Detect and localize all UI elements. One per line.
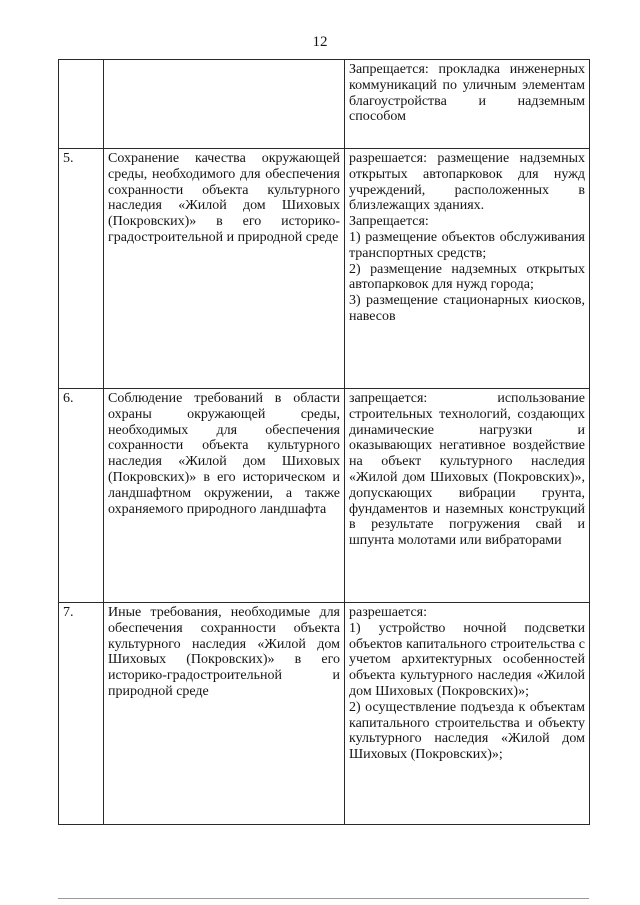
regime-cell bbox=[345, 149, 590, 389]
regime-paragraph: 3) размещение стационарных киосков, навесов bbox=[349, 293, 585, 324]
table-row bbox=[59, 389, 590, 603]
page-number: 12 bbox=[312, 34, 328, 50]
requirement-cell: Иные требования, необходимые для обеспечения сохранности объекта культурного наследия «Жилой дом Шиховых (Покровских)» в его историко-градостроительной и природной среде bbox=[104, 603, 345, 825]
regime-cell bbox=[345, 60, 590, 149]
requirement-cell bbox=[104, 60, 345, 149]
regime-paragraph: 1) устройство ночной подсветки объектов капитального строительства с учетом архитектурных особенностей объекта культурного наследия «Жилой дом Шиховых (Покровских)»; bbox=[349, 620, 585, 699]
requirement-cell: Соблюдение требований в области охраны окружающей среды, необходимых для обеспечения сохранности объекта культурного наследия «Жилой дом Шиховых (Покровских)» в его историческом и ландшафтном окружении, а также охраняемого природного ландшафта bbox=[104, 389, 345, 603]
row-number-cell: 7. bbox=[59, 603, 104, 825]
row-number-cell bbox=[59, 60, 104, 149]
requirements-table bbox=[58, 59, 590, 825]
row-number-cell: 6. bbox=[59, 389, 104, 603]
regime-paragraph: 2) осуществление подъезда к объектам капитального строительства и объекту культурного наследия «Жилой дом Шиховых (Покровских)»; bbox=[349, 699, 585, 763]
regime-paragraph: запрещается: использование строительных технологий, создающих динамические нагрузки и оказывающих негативное воздействие на объект культурного наследия «Жилой дом Шиховых (Покровских)», допускающих вибрации грунта, фундаментов и наземных конструкций в результате погружения свай и шпунта молотами или вибраторами bbox=[349, 391, 585, 549]
table-row bbox=[59, 60, 590, 149]
requirement-cell: Сохранение качества окружающей среды, необходимого для обеспечения сохранности объекта культурного наследия «Жилой дом Шиховых (Покровских)» в его историко-градостроительной и природной среде bbox=[104, 149, 345, 389]
regime-paragraph: 1) размещение объектов обслуживания транспортных средств; bbox=[349, 229, 585, 261]
table-row bbox=[59, 603, 590, 825]
regime-paragraph: Запрещается: прокладка инженерных коммуникаций по уличным элементам благоустройства и надземным способом bbox=[349, 62, 585, 125]
regime-paragraph: разрешается: bbox=[349, 605, 427, 620]
page-bottom-divider bbox=[58, 898, 589, 899]
row-number-cell: 5. bbox=[59, 149, 104, 389]
regime-paragraph: 2) размещение надземных открытых автопарковок для нужд города; bbox=[349, 261, 585, 293]
table-row bbox=[59, 149, 590, 389]
regime-paragraph: разрешается: размещение надземных открытых автопарковок для нужд учреждений, расположенных в близлежащих зданиях. bbox=[349, 151, 585, 214]
regime-cell bbox=[345, 603, 590, 825]
regime-paragraph: Запрещается: bbox=[349, 214, 429, 230]
regime-cell bbox=[345, 389, 590, 603]
